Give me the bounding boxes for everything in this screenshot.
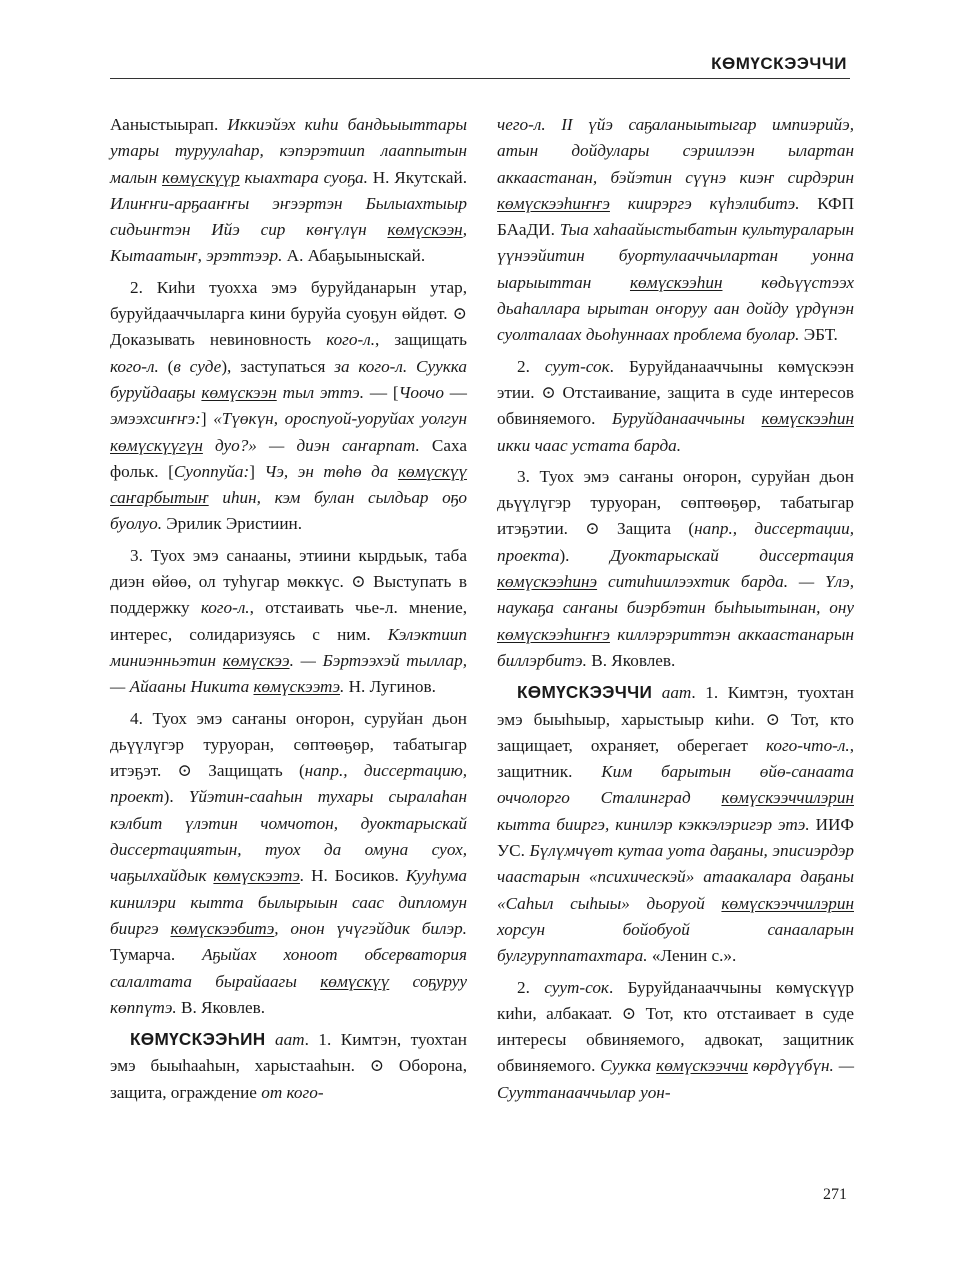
text-run: көрдүүбүн. — Сууттанааччылар уон- (497, 1056, 854, 1102)
text-run: кытта бииргэ, кинилэр кэккэлэригэр этэ. (497, 814, 810, 834)
text-run: Н. Босиков. (304, 866, 406, 886)
text-run: 2. (517, 977, 545, 997)
text-run: Аҕыйах хоноот обсерватория салалтата бырайаагы (110, 945, 467, 991)
text-run: Дуоктарыскай диссертация (609, 545, 854, 565)
text-run: соҕуруу көппүтэ. (110, 971, 467, 1017)
text-run: иһин, кэм булан сылдьар оҕо буолуо. (110, 488, 467, 534)
text-run: В. Яковлев. (176, 997, 266, 1017)
text-run: от кого- (261, 1082, 324, 1102)
text-run: Суукка (600, 1056, 657, 1076)
text-run: ИИФ УС. (497, 814, 854, 861)
text-run: . 1. Кимтэн, туохтан эмэ быыһааһын, харыстааһын. ⊙ Оборона, защита, ограждение (110, 1030, 467, 1102)
text-run: , защитник. (497, 735, 854, 782)
headword: КӨМҮСКЭЭҺИН (130, 1029, 266, 1050)
headword-usage: көмүскээн (201, 382, 277, 402)
text-run: ЭБТ. (799, 325, 838, 345)
text-run: суут-сок (544, 977, 609, 997)
text-run: , онон үчүгэйдик билэр. (274, 918, 467, 938)
text-run: — (443, 382, 467, 402)
text-run: ситиһиилээхтик барда. — Үлэ, наукаҕа саҥаны биэрбэтин быһыытынан, ону (497, 572, 854, 618)
headword-usage: көмүскээтэ (253, 677, 341, 697)
text-run: , защищать (375, 330, 467, 350)
text-run: . (340, 677, 345, 697)
text-run: . (299, 866, 305, 886)
page-number: 271 (823, 1186, 847, 1203)
dictionary-paragraph (497, 354, 854, 459)
text-run: 4. Туох эмэ саҥаны оҥорон, суруйан дьон дьүүлүгэр туруоран, сөптөөҕөр, табатыгар итэҕэт. ⊙ Защищать ( (110, 708, 467, 781)
dictionary-paragraph (497, 679, 854, 969)
text-run: Буруйданааччыны (611, 409, 762, 429)
dictionary-paragraph (497, 112, 854, 349)
text-run: , Кытаатыҥ, эрэттээр. (110, 220, 467, 266)
text-run: тыл эттэ. (276, 382, 364, 402)
text-run: Суукка буруйдааҕы (110, 356, 468, 402)
headword-usage: көмүскүүр (162, 167, 240, 187)
headword-usage: саҥарбытыҥ (110, 488, 209, 508)
running-header-title: КӨМҮСКЭЭЧЧИ (711, 54, 847, 73)
text-run: Эрилик Эристиин. (162, 514, 303, 534)
headword-usage: көмүскээһин (761, 409, 854, 429)
text-run (546, 115, 562, 134)
headword-usage: көмүскээбитэ (170, 918, 275, 938)
text-run: киирэргэ күһэлибитэ. (609, 193, 800, 213)
text-run (652, 683, 662, 702)
text-run: . Буруйданааччыны көмүскээн этии. ⊙ Отстаивание, защита в суде интересов обвиняемого. (497, 356, 854, 429)
text-run: Бүлүмчүөт кутаа уота даҕаны, эписиэрдэр чаастарын «психическэй» атаакалара даҕаны «Саһыл сыһыы» дьоруой (497, 841, 854, 913)
text-run: суут-сок (544, 356, 610, 376)
text-run: Ким барытын өйө-санаата оччолорго Сталинград (497, 762, 854, 808)
text-run: Үйэтин-сааһын тухары сыралаһан кэлбит үлэтин чомчотон, дуоктарыскай диссертациятын, туох да омуна суох, чаҕылхайдык (110, 787, 467, 886)
text-run: ( (158, 356, 174, 376)
text-run: Кэлэктиип миниэнньэтин (110, 624, 467, 670)
text-run: А. Абаҕыыныскай. (282, 246, 426, 266)
text-run: Иккиэйэх киһи бандьыыттары утары туруулаһар, кэпэрэтиип лааппытын малын (110, 115, 467, 187)
text-run: ] (249, 461, 265, 481)
headword-usage: көмүскээһиҥҥэ (497, 624, 610, 644)
text-run: 3. Туох эмэ саҥаны оҥорон, суруйан дьон дьүүлүгэр туруоран, сөптөөҕөр, табатыгар итэҕэтии. ⊙ Защита ( (497, 466, 854, 539)
text-run: ). (163, 787, 189, 807)
text-run: ). (559, 545, 610, 565)
text-run: ] (200, 409, 214, 429)
text-run: В. Яковлев. (586, 650, 676, 670)
text-run: за кого-л. (334, 356, 408, 376)
dictionary-paragraph (110, 112, 467, 270)
dictionary-paragraph (497, 464, 854, 674)
text-run: хорсун бойобуой санааларын булгуруппатахтара. (497, 919, 854, 966)
text-run: Илиҥҥи-арҕааҥҥы эҥээртэн Былыахтыыр сидьиҥтэн Ийэ сир көҥүлүн (110, 193, 467, 240)
text-run: Суоппуйа: (173, 461, 250, 481)
dictionary-paragraph (110, 543, 467, 701)
text-run: . — Бэртээхэй тыллар, — Айааны Никита (110, 650, 467, 697)
text-run: 2. (517, 356, 545, 376)
text-run: . 1. Кимтэн, туохтан эмэ быыһыыр, харыстыыр киһи. ⊙ Тот, кто защищает, охраняет, оберегает (497, 683, 855, 755)
text-run: напр., диссертации, проекта (497, 519, 854, 565)
text-run: кого-л. (326, 330, 375, 350)
dictionary-paragraph (497, 975, 854, 1106)
headword-usage: көмүскээччилэрин (721, 893, 854, 913)
dictionary-paragraph (110, 275, 467, 538)
text-run: кыахтара суоҕа. (239, 167, 368, 187)
right-column (497, 112, 854, 1106)
text-run (407, 357, 416, 376)
left-column (110, 112, 467, 1106)
text-run: кого-л. (200, 598, 250, 618)
headword-usage: көмүскээһиҥҥэ (497, 193, 610, 213)
headword-usage: көмүскээччи (656, 1056, 748, 1076)
text-run: кого-л. (110, 356, 159, 376)
text-run: «Түөкүн, ороспуой-уоруйах уолгун (213, 409, 467, 429)
text-run: Чоочо (398, 382, 444, 402)
text-run: в суде (173, 356, 222, 376)
text-run: 3. Туох эмэ санааны, этиини кырдьык, таба диэн өйөө, ол туһугар мөккүс. ⊙ Выступать в поддержку (110, 545, 467, 618)
text-run: Чэ, эн төһө да (264, 461, 398, 481)
headword-usage: көмүскээччилэрин (721, 788, 854, 808)
text-run: аат (274, 1030, 305, 1050)
text-run: , отстаивать чье-л. мнение, интерес, солидаризуясь с ним. (110, 598, 467, 644)
headword-usage: көмүскүүгүн (110, 435, 203, 455)
text-run: эмээхсиҥҥэ: (110, 409, 201, 429)
text-run: КФП БАаДИ. (497, 193, 854, 240)
dictionary-paragraph (110, 706, 467, 1022)
text-run (265, 1030, 275, 1049)
text-run: көдьүүстээх дьаһаллара ырытан оҥоруу аан дойду үрдүнэн суолталаах дьоһуннаах проблема буолар. (497, 272, 854, 345)
text-run: — [ (364, 382, 399, 402)
text-run: . Буруйданааччыны көмүскүүр киһи, албакаат. ⊙ Тот, кто отстаивает в суде интересы обвиняемого, адвокат, защитник обвиняемого. (497, 977, 855, 1076)
headword: КӨМҮСКЭЭЧЧИ (517, 682, 653, 703)
text-run: Тумарча. (110, 945, 203, 965)
text-run: Тыа хаһаайыстыбатын культураларын үүнээйитин буортулааччылартан уонна ыарыыттан (497, 220, 855, 292)
text-run: киллэрэриттэн аккаастанарын биллэрбитэ. (497, 624, 854, 670)
text-run: Н. Якутскай. (367, 167, 467, 187)
dictionary-paragraph (110, 1026, 467, 1106)
headword-usage: көмүскүү (320, 971, 390, 991)
text-run: ), заступаться (221, 356, 335, 376)
text-run: икки чаас устата барда. (497, 435, 682, 455)
text-run: напр., диссертацию, проект (110, 761, 467, 807)
text-run: Н. Лугинов. (344, 677, 436, 697)
headword-usage: көмүскээһин (629, 272, 723, 292)
text-run: чего-л. (497, 115, 546, 134)
text-run: Саха фольк. [ (110, 435, 467, 481)
headword-usage: көмүскээтэ (213, 866, 300, 886)
text-run: Кууһума кинилэри кытта былырыын саас дипломун бииргэ (110, 866, 467, 938)
headword-usage: көмүскээн (387, 220, 463, 240)
text-run: 2. Киһи туохха эмэ буруйданарын утар, буруйдааччыларга кини буруйа суоҕун өйдөт. ⊙ Доказывать невиновность (110, 277, 467, 350)
text-run: дуо?» — диэн саҥарпат. (202, 435, 420, 455)
header-rule (110, 78, 850, 79)
headword-usage: көмүскүү (397, 461, 467, 481)
text-run: Ааныстыырап. (110, 115, 228, 134)
text-run: II үйэ саҕаланыытыгар импиэрийэ, атын дойдулары сэриилээн ылартан аккаастанан, бэйэтин сүүнэ киэҥ сирдэрин (497, 115, 855, 187)
headword-usage: көмүскээһинэ (497, 572, 598, 592)
text-run: аат (661, 683, 692, 703)
text-run: «Ленин с.». (647, 946, 737, 966)
text-run: кого-что-л. (765, 735, 850, 755)
headword-usage: көмүскээ (222, 650, 290, 670)
